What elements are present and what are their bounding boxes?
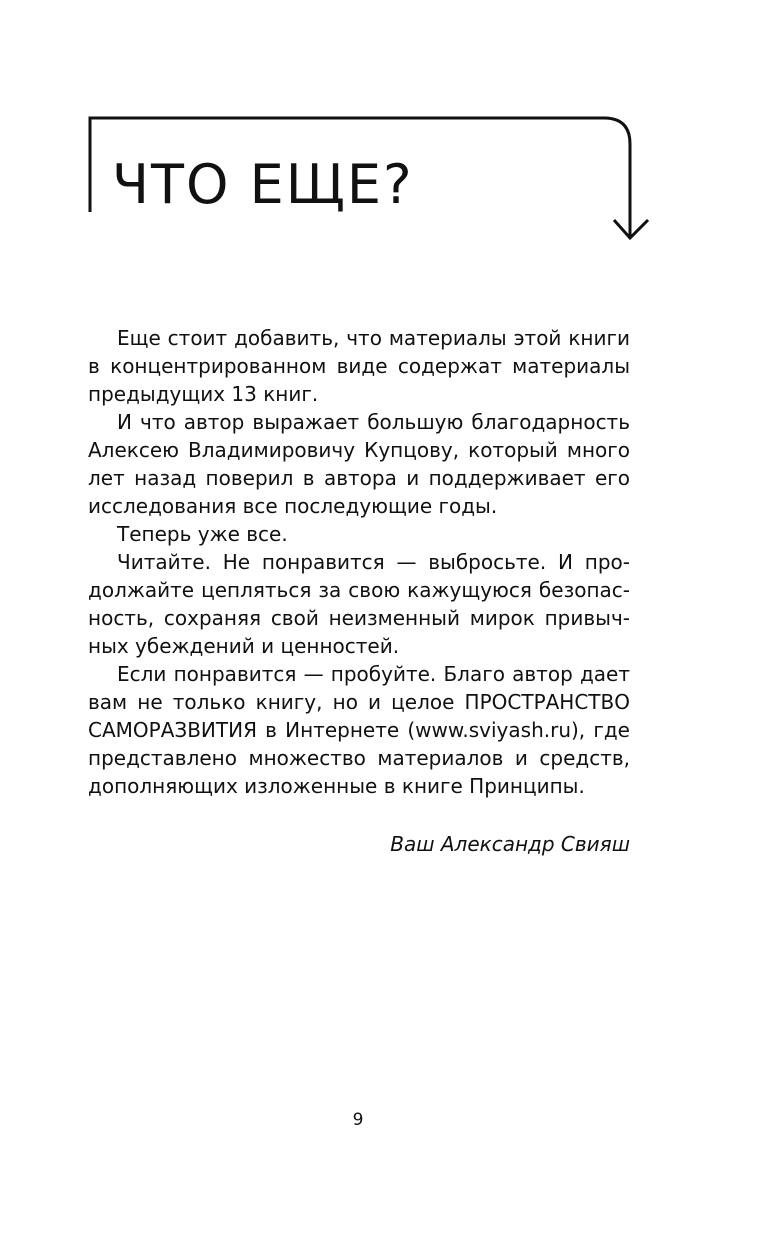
page-number: 9 bbox=[352, 1110, 364, 1130]
paragraph: Теперь уже все. bbox=[117, 522, 288, 546]
paragraph: Если понравится — пробуйте. Благо автор дает вам не только книгу, но и целое ПРОСТРАНСТВО САМОРАЗВИТИЯ в Интернете (www.sviyash.ru), где представлено множество материалов и средств, дополняющих изложенные в книге Принципы. bbox=[88, 662, 630, 798]
paragraph: Читайте. Не понравится — выбросьте. И продолжайте цепляться за свою кажущуюся безопасность, сохраняя свой неизменный мирок привычных убеждений и ценностей. bbox=[88, 550, 630, 658]
paragraph: И что автор выражает большую благодарность Алексею Владимировичу Купцову, который много лет назад поверил в автора и поддерживает его исследования все последующие годы. bbox=[88, 410, 630, 518]
chapter-title: ЧТО ЕЩЕ? bbox=[112, 153, 414, 216]
author-signature: Ваш Александр Свияш bbox=[390, 832, 630, 856]
body-text bbox=[88, 324, 630, 800]
paragraph: Еще стоит добавить, что материалы этой книги в концентрированном виде содержат материалы предыдущих 13 книг. bbox=[88, 326, 630, 406]
